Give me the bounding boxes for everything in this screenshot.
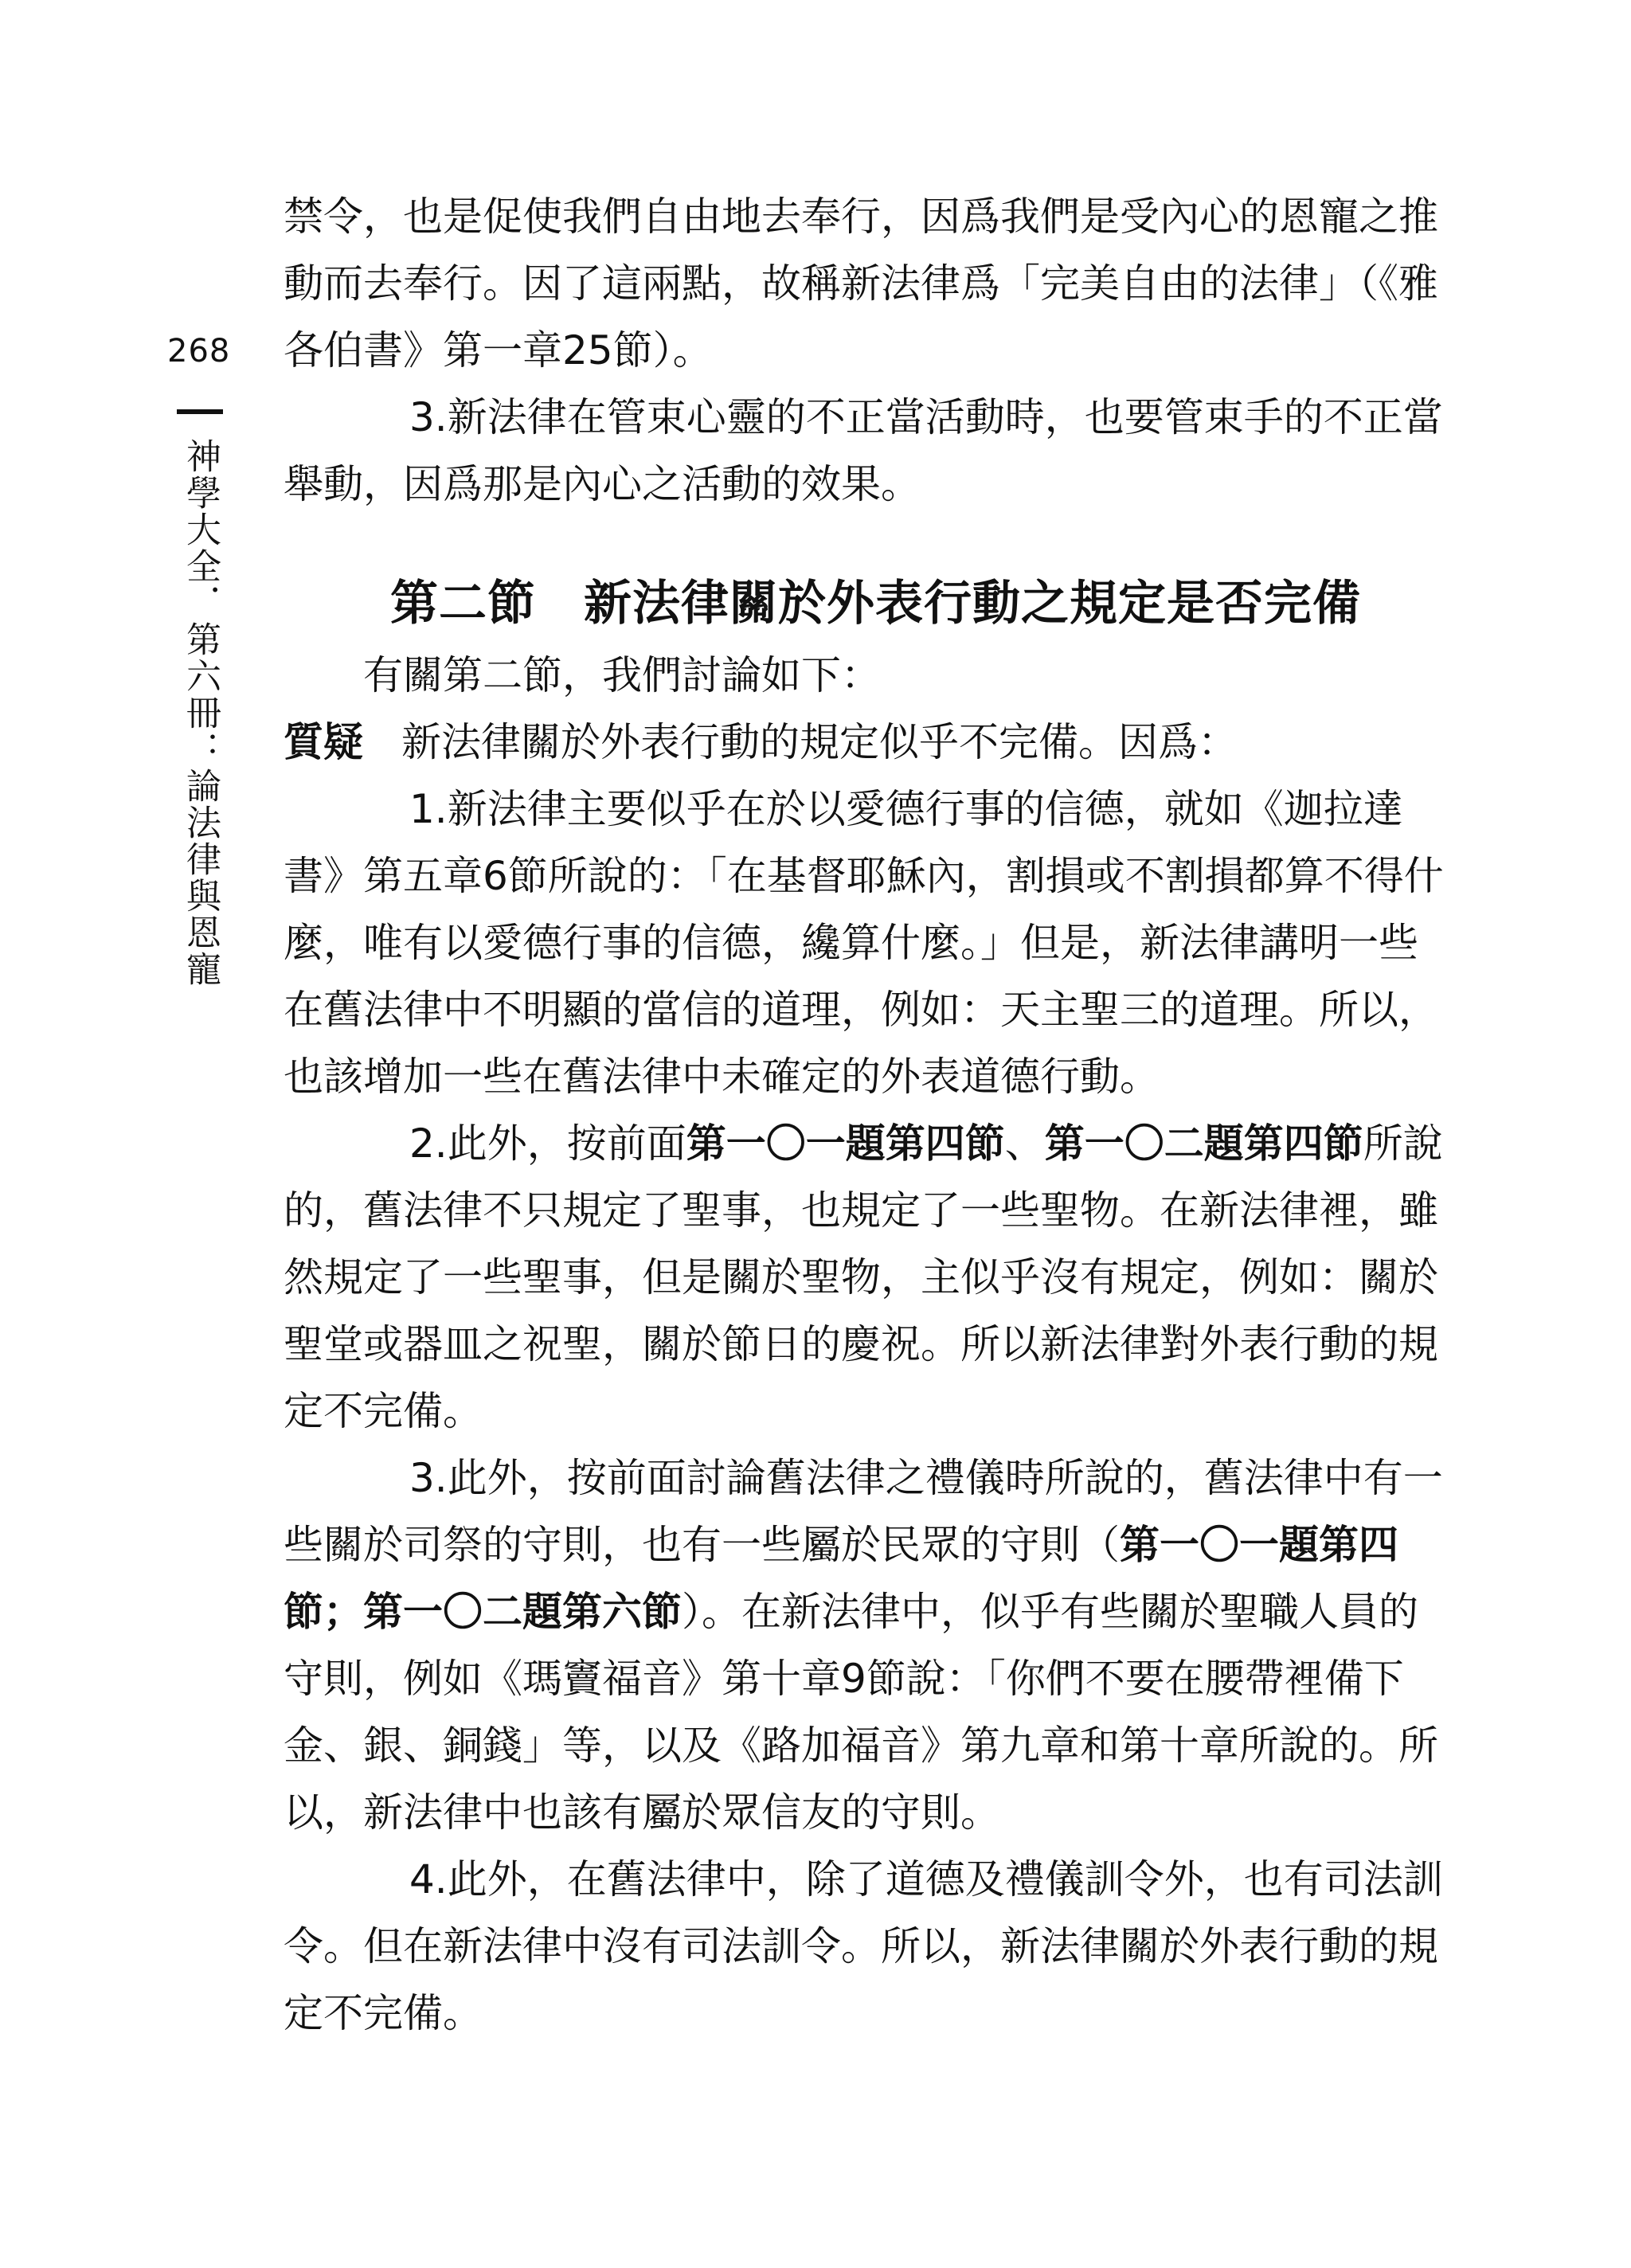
cross-reference: 第一〇一題第四節；第一〇二題第六節 [284, 1522, 1398, 1635]
section-number: 第二節 [390, 576, 536, 632]
objection-text: 新法律關於外表行動的規定似乎不完備。因爲： [401, 719, 1238, 765]
section-intro: 有關第二節，我們討論如下： [363, 652, 881, 698]
text-run: 3.新法律在管束心靈的不正當活動時，也要管束手的不正當舉動，因爲那是內心之活動的效果。 [284, 394, 1443, 507]
text-run: 所說的，舊法律不只規定了聖事，也規定了一些聖物。在新法律裡，雖然規定了一些聖事，但是關於聖物，主似乎沒有規定，例如：關於聖堂或器皿之祝聖，關於節日的慶祝。所以新法律對外表行動的規定不完備。 [284, 1120, 1443, 1434]
text-run: 1.新法律主要似乎在於以愛德行事的信德，就如《迦拉達書》第五章6節所說的：「 [284, 786, 1403, 899]
section-heading [284, 565, 1446, 642]
text-run: 」（《雅各伯書》第一章25節）。 [284, 260, 1438, 373]
quotation: 在基督耶穌內，割損或不割損都算不得什麼，唯有以愛德行事的信德，纔算什麼。 [284, 853, 1444, 966]
running-title: 神學大全．第六冊：論法律與恩寵 [180, 438, 221, 987]
cross-reference: 第一〇二題第四節 [1044, 1120, 1363, 1167]
reply-point-3 [284, 384, 1446, 518]
paragraph-continuation [284, 183, 1446, 384]
running-title-rule [177, 409, 223, 414]
text-run: 3.此外，按前面討論舊法律之禮儀時所說的，舊法律中有一些關於司祭的守則，也有一些屬於民眾的守則（ [284, 1455, 1443, 1568]
body-text [284, 183, 1446, 2047]
objection-label: 質疑 [284, 719, 363, 765]
quotation: 完美自由的法律 [1040, 260, 1319, 307]
objection-point-1 [284, 776, 1446, 1110]
text-run: 、 [1004, 1120, 1045, 1167]
text-run: 」等，以及《路加福音》第九章和第十章所說的。所以，新法律中也該有屬於眾信友的守則。 [284, 1723, 1438, 1836]
text-run: ）。在新法律中，似乎有些關於聖職人員的守則，例如《瑪竇福音》第十章9節說：「 [284, 1589, 1418, 1702]
objection-point-3 [284, 1445, 1446, 1846]
cross-reference: 第一〇一題第四節 [686, 1120, 1005, 1167]
objection-point-2 [284, 1110, 1446, 1445]
quotation: 你們不要在腰帶裡備下金、銀、銅錢 [284, 1656, 1404, 1769]
text-run: 」但是，新法律講明一些在舊法律中不明顯的當信的道理，例如：天主聖三的道理。所以，也該增加一些在舊法律中未確定的外表道德行動。 [284, 920, 1438, 1100]
section-title: 新法律關於外表行動之規定是否完備 [584, 576, 1361, 632]
page-number: 268 [167, 333, 231, 370]
text-run: 2.此外，按前面 [409, 1120, 686, 1167]
objection-point-4 [284, 1846, 1446, 2047]
text-run: 禁令，也是促使我們自由地去奉行，因爲我們是受內心的恩寵之推動而去奉行。因了這兩點，故稱新法律爲「 [284, 194, 1438, 307]
objection-paragraph [284, 709, 1446, 776]
text-run: 4.此外，在舊法律中，除了道德及禮儀訓令外，也有司法訓令。但在新法律中沒有司法訓令。所以，新法律關於外表行動的規定不完備。 [284, 1856, 1443, 2036]
